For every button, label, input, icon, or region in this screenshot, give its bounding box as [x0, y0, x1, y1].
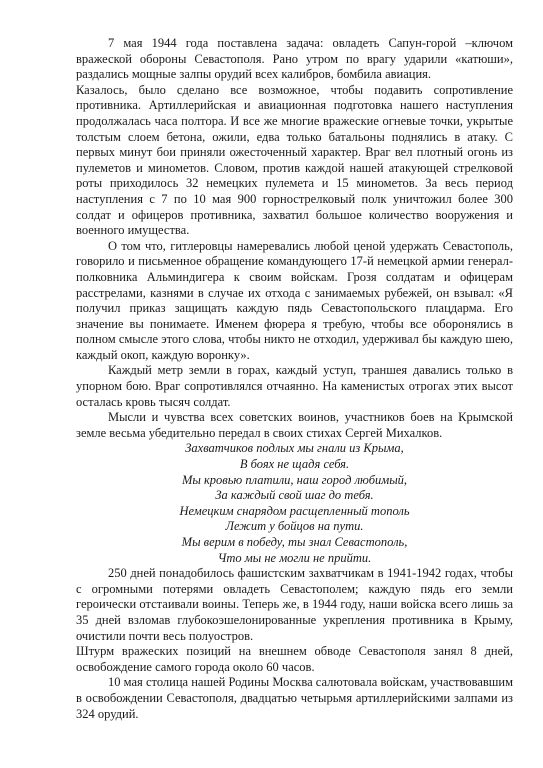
poem-line: Лежит у бойцов на пути.	[225, 519, 364, 534]
paragraph-250-days: 250 дней понадобилось фашистским захватчикам в 1941-1942 годах, чтобы с огромными потерями овладеть Севастополем; каждую пядь его земли героически отстаивали воины. Теперь же, в 1944 году, наши войска всего лишь за 35 дней взломав глубокоэшелонированные укрепления противника в Крыму, очистили почти весь полуостров.	[76, 566, 513, 643]
paragraph-mikhalkov-intro: Мысли и чувства всех советских воинов, участников боев на Крымской земле весьма убедительно передал в своих стихах Сергей Михалков.	[76, 410, 513, 440]
poem-line: Что мы не могли не прийти.	[217, 550, 372, 565]
poem-line: Немецким снарядом расщепленный тополь	[179, 503, 410, 518]
paragraph-artillery-preparation: Казалось, было сделано все возможное, чтобы подавить сопротивление противника. Артиллерийская и авиационная подготовка нашего наступления продолжалась часа полтора. И все же многие вражеские огневые точки, укрытые толстым слоем бетона, ожили, едва только батальоны поднялись в атаку. С первых минут бои приняли ожесточенный характер. Враг вел плотный огонь из пулеметов и минометов. Словом, против каждой нашей атакующей стрелковой роты приходилось 32 немецких пулемета и 15 минометов. За весь период наступления с 7 по 10 мая 900 горнострелковый полк уничтожил более 300 солдат и офицеров противника, захватил большое количество вооружения и военного имущества.	[76, 82, 513, 238]
paragraph-assault-duration: Штурм вражеских позиций на внешнем обводе Севастополя занял 8 дней, освобождение самого города около 60 часов.	[76, 644, 513, 674]
document-page	[76, 36, 513, 722]
poem-line: Мы верим в победу, ты знал Севастополь,	[181, 535, 408, 549]
poem-line: Захватчиков подлых мы гнали из Крыма,	[185, 441, 404, 456]
poem-block	[76, 441, 513, 566]
paragraph-every-meter: Каждый метр земли в горах, каждый уступ, траншея давались только в упорном бою. Враг сопротивлялся отчаянно. На каменистых отрогах этих высот осталась кровь тысяч солдат.	[76, 363, 513, 409]
poem-line: За каждый свой шаг до тебя.	[215, 488, 374, 503]
paragraph-moscow-salute: 10 мая столица нашей Родины Москва салютовала войскам, участвовавшим в освобождении Севастополя, двадцатью четырьмя артиллерийскими залпами из 324 орудий.	[76, 675, 513, 721]
poem-line: Мы кровью платили, наш город любимый,	[181, 472, 408, 487]
paragraph-sapun-gora-task: 7 мая 1944 года поставлена задача: овладеть Сапун-горой –ключом вражеской обороны Севастополя. Рано утром по врагу ударили «катюши», раздались мощные залпы орудий всех калибров, бомбила авиация.	[76, 36, 513, 82]
poem-line: В боях не щадя себя.	[239, 457, 350, 472]
paragraph-german-order: О том что, гитлеровцы намеревались любой ценой удержать Севастополь, говорило и письменное обращение командующего 17-й немецкой армии генерал-полковника Альминдигера к своим войскам. Грозя солдатам и офицерам расстрелами, казнями в случае их отхода с занимаемых рубежей, он взывал: «Я получил приказ защищать каждую пядь Севастопольского плацдарма. Его значение вы понимаете. Именем фюрера я требую, чтобы все оборонялись в полном смысле этого слова, чтобы никто не отходил, удерживал бы каждую шею, каждый окоп, каждую воронку».	[76, 238, 513, 362]
